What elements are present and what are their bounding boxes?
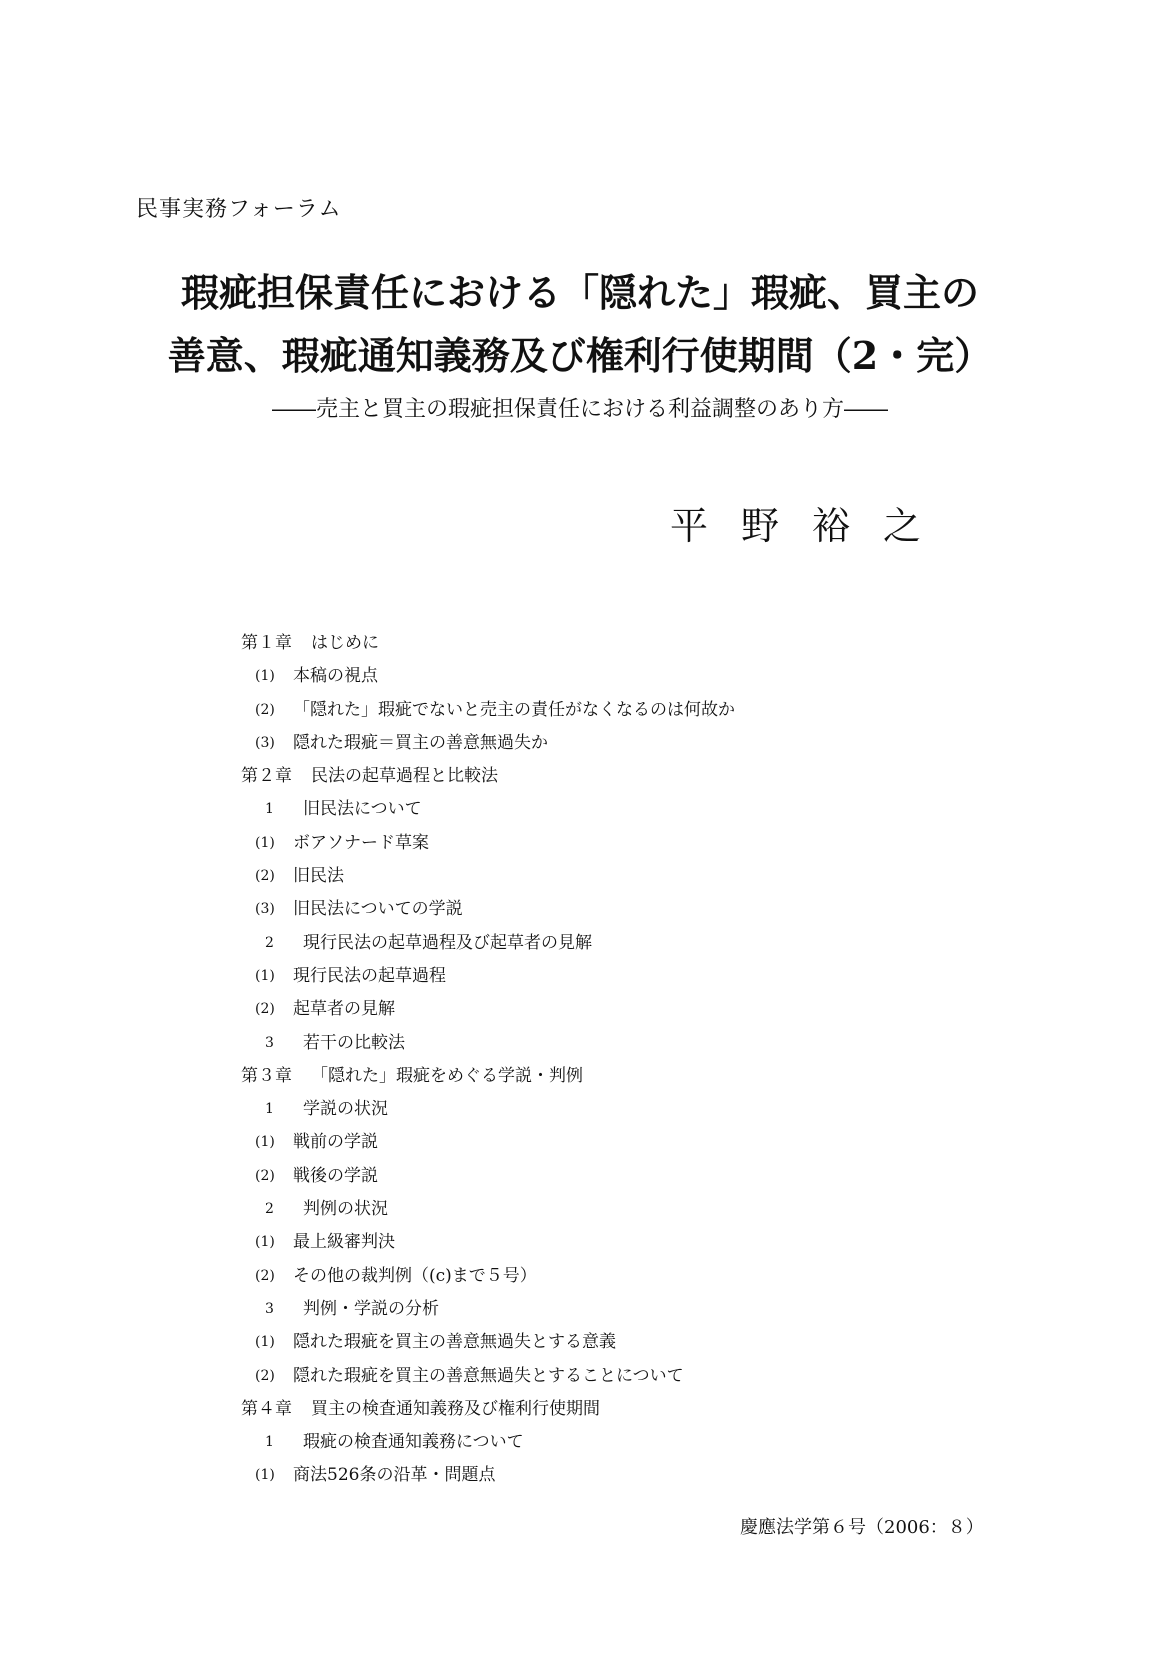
toc-entry-text: 起草者の見解: [293, 999, 395, 1020]
toc-entry-sub: [241, 1126, 735, 1159]
toc-entry-number: (1): [255, 834, 275, 851]
toc-entry-text: 旧民法について: [303, 799, 422, 820]
toc-entry-text: 隠れた瑕疵を買主の善意無過失とすることについて: [293, 1365, 684, 1386]
toc-entry-text: 本稿の視点: [293, 666, 378, 687]
toc-entry-number: 3: [265, 1300, 274, 1317]
toc-entry-number: 3: [265, 1034, 274, 1051]
toc-entry-sub: [241, 1360, 735, 1393]
toc-entry-number: (1): [255, 668, 275, 685]
toc-entry-text: 旧民法: [293, 866, 344, 887]
toc-entry-number: (2): [255, 1001, 275, 1018]
article-title-line-1: 瑕疵担保責任における「隠れた」瑕疵、買主の: [180, 270, 979, 315]
toc-entry-number: (2): [255, 1267, 275, 1284]
toc-entry-number: 第２章: [241, 766, 292, 787]
toc-entry-number: (3): [255, 734, 275, 751]
toc-entry-text: その他の裁判例（(c)まで５号）: [293, 1265, 537, 1286]
toc-entry-sub: [241, 1260, 735, 1293]
toc-entry-chapter: [241, 760, 735, 793]
toc-entry-sub: [241, 694, 735, 727]
toc-entry-text: 隠れた瑕疵を買主の善意無過失とする意義: [293, 1332, 616, 1353]
toc-entry-text: 最上級審判決: [293, 1232, 395, 1253]
toc-entry-text: 「隠れた」瑕疵をめぐる学説・判例: [311, 1065, 583, 1086]
toc-entry-sub: [241, 827, 735, 860]
toc-entry-number: (2): [255, 1367, 275, 1384]
toc-entry-text: 若干の比較法: [303, 1032, 405, 1053]
toc-entry-number: 1: [265, 1434, 274, 1451]
toc-entry-number: (2): [255, 701, 275, 718]
series-label: 民事実務フォーラム: [136, 197, 342, 222]
toc-entry-number: (3): [255, 901, 275, 918]
toc-entry-number: (1): [255, 967, 275, 984]
toc-entry-text: 戦後の学説: [293, 1165, 378, 1186]
toc-entry-text: 旧民法についての学説: [293, 899, 463, 920]
toc-entry-text: 学説の状況: [303, 1099, 388, 1120]
author-name: 平野裕之: [670, 504, 955, 548]
toc-entry-section: [241, 1426, 735, 1459]
toc-entry-number: (1): [255, 1234, 275, 1251]
article-title-line-2: 善意、瑕疵通知義務及び権利行使期間（2・完）: [167, 333, 993, 378]
toc-entry-section: [241, 1093, 735, 1126]
toc-entry-sub: [241, 960, 735, 993]
toc-entry-number: 1: [265, 801, 274, 818]
toc-entry-sub: [241, 1160, 735, 1193]
toc-entry-number: (2): [255, 1167, 275, 1184]
toc-entry-sub: [241, 727, 735, 760]
toc-entry-text: 商法526条の沿革・問題点: [293, 1465, 496, 1486]
toc-entry-number: 第３章: [241, 1065, 292, 1086]
toc-entry-section: [241, 1193, 735, 1226]
article-subtitle: ――売主と買主の瑕疵担保責任における利益調整のあり方――: [271, 397, 888, 422]
toc-entry-section: [241, 793, 735, 826]
toc-entry-sub: [241, 1459, 735, 1492]
toc-entry-number: (1): [255, 1467, 275, 1484]
toc-entry-section: [241, 1293, 735, 1326]
toc-entry-text: 買主の検査通知義務及び権利行使期間: [311, 1398, 600, 1419]
toc-entry-number: 1: [265, 1101, 274, 1118]
toc-entry-number: (1): [255, 1134, 275, 1151]
toc-entry-text: 判例の状況: [303, 1199, 388, 1220]
toc-entry-text: 現行民法の起草過程及び起草者の見解: [303, 932, 592, 953]
toc-entry-number: (2): [255, 868, 275, 885]
toc-entry-sub: [241, 860, 735, 893]
toc-entry-sub: [241, 893, 735, 926]
toc-entry-text: 戦前の学説: [293, 1132, 378, 1153]
toc-entry-text: 民法の起草過程と比較法: [311, 766, 498, 787]
toc-entry-number: 第１章: [241, 633, 292, 653]
toc-entry-section: [241, 927, 735, 960]
toc-entry-number: (1): [255, 1334, 275, 1351]
toc-entry-chapter: [241, 1393, 735, 1426]
toc-entry-number: 2: [265, 1201, 274, 1218]
toc-entry-text: 「隠れた」瑕疵でないと売主の責任がなくなるのは何故か: [293, 699, 735, 720]
toc-entry-section: [241, 1027, 735, 1060]
toc-entry-text: 判例・学説の分析: [303, 1298, 439, 1319]
toc-entry-text: ボアソナード草案: [293, 832, 429, 853]
toc-entry-sub: [241, 993, 735, 1026]
toc-entry-text: 隠れた瑕疵＝買主の善意無過失か: [293, 732, 548, 753]
table-of-contents: [241, 627, 735, 1493]
toc-entry-text: 現行民法の起草過程: [293, 965, 446, 986]
toc-entry-sub: [241, 1326, 735, 1359]
journal-footer: 慶應法学第６号（2006：８）: [740, 1517, 984, 1538]
toc-entry-text: はじめに: [311, 633, 379, 653]
toc-entry-chapter: [241, 627, 735, 660]
toc-entry-chapter: [241, 1060, 735, 1093]
toc-entry-sub: [241, 660, 735, 693]
toc-entry-text: 瑕疵の検査通知義務について: [303, 1432, 524, 1453]
toc-entry-number: 第４章: [241, 1398, 292, 1419]
toc-entry-number: 2: [265, 934, 274, 951]
toc-entry-sub: [241, 1226, 735, 1259]
